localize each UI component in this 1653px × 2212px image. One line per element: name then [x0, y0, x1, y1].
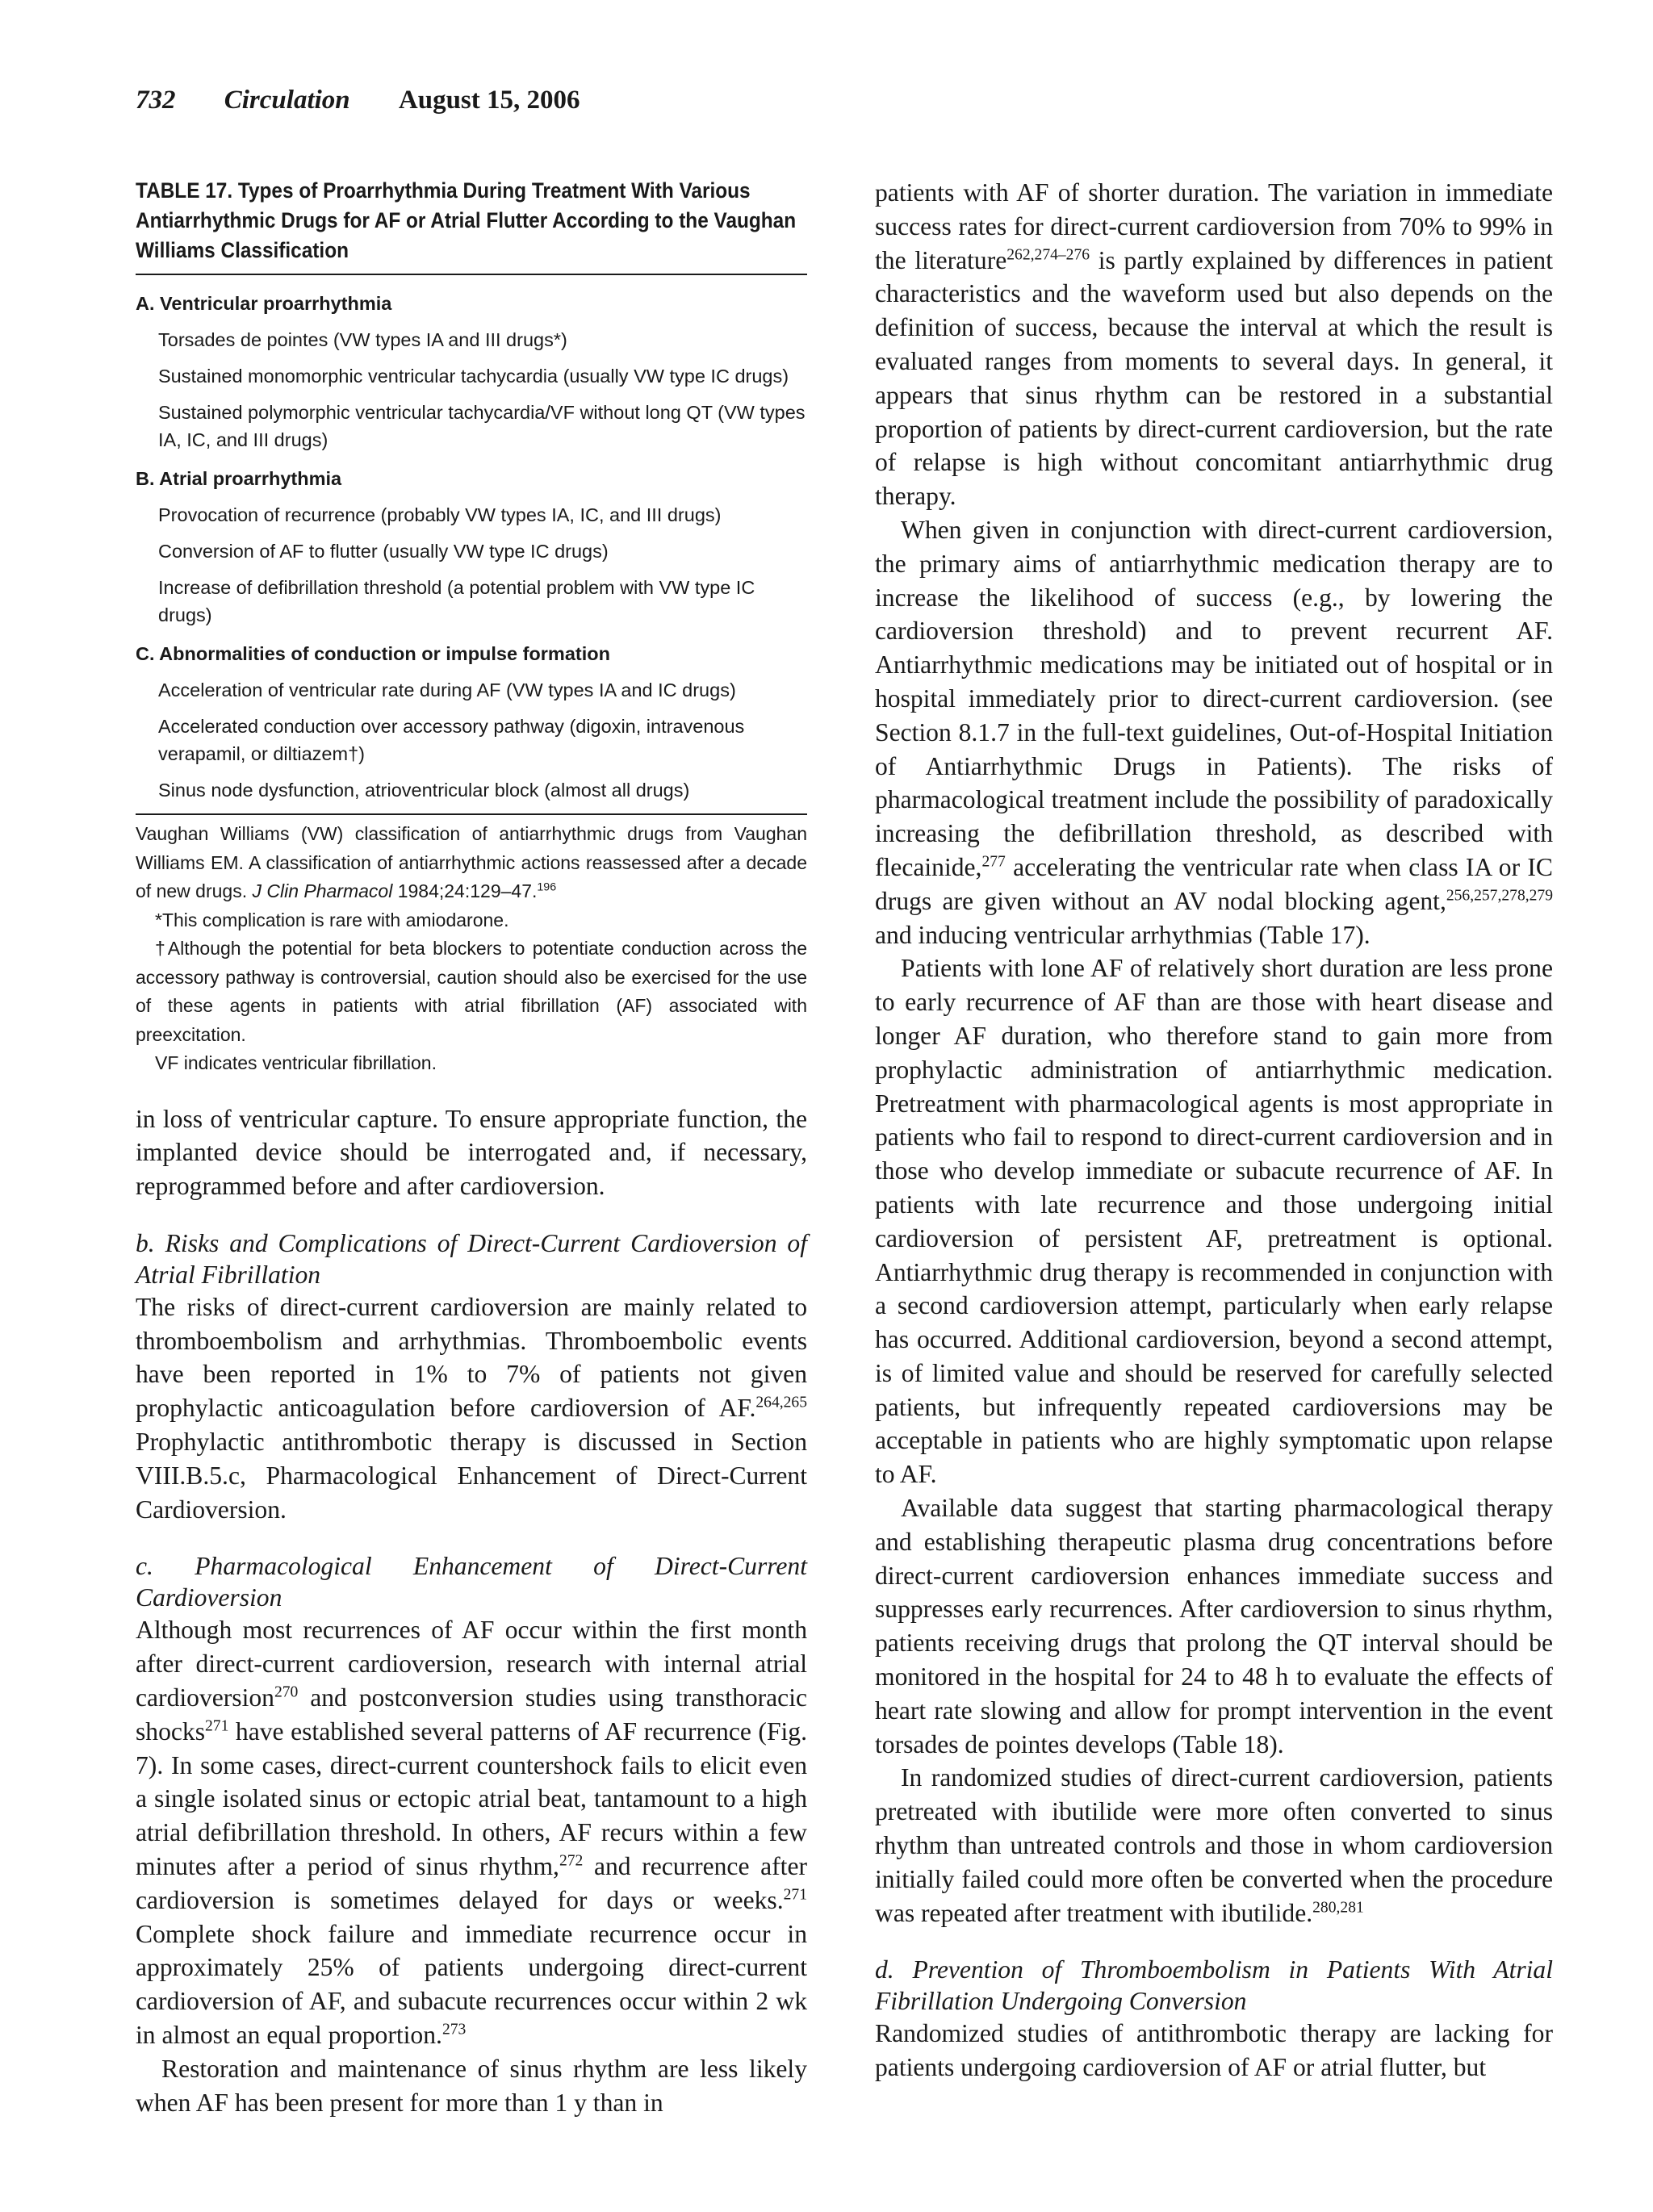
- table-body: [136, 275, 807, 813]
- paragraph: Randomized studies of antithrombotic therapy are lacking for patients undergoing cardioversion of AF or atrial flutter, but: [875, 2019, 1553, 2082]
- table-title: TABLE 17. Types of Proarrhythmia During Treatment With Various Antiarrhythmic Drugs for AF or Atrial Flutter According to the Vaughan Williams Classification: [136, 178, 797, 262]
- table-row: Conversion of AF to flutter (usually VW type IC drugs): [158, 541, 609, 562]
- section-heading-c: c. Pharmacological Enhancement of Direct-Current Cardioversion: [136, 1552, 807, 1612]
- paragraph: In randomized studies of direct-current cardioversion, patients pretreated with ibutilide were more often converted to sinus rhythm than untreated controls and those in whom cardioversion initially failed could more often be converted when the procedure was repeated after treatment with ibutilide.$^{280,281}$: [875, 1763, 1553, 1927]
- table-note: Vaughan Williams (VW) classification of antiarrhythmic drugs from Vaughan Williams EM. A classification of antiarrhythmic actions reassessed after a decade of new drugs. J Clin Pharmacol 1984;24:129–47.$^{196}$: [136, 823, 807, 901]
- issue-date: August 15, 2006: [398, 86, 580, 115]
- paragraph: Patients with lone AF of relatively short duration are less prone to early recurrence of AF than are those with heart disease and longer AF duration, who therefore stand to gain more from prophylactic administration of antiarrhythmic medication. Pretreatment with pharmacological agents is most appropriate in patients who fail to respond to direct-current cardioversion and in those who develop immediate or subacute recurrence of AF. In patients with late recurrence and those undergoing initial cardioversion of persistent AF, pretreatment is optional. Antiarrhythmic drug therapy is recommended in conjunction with a second cardioversion attempt, particularly when early relapse has occurred. Additional cardioversion, beyond a second attempt, is of limited value and should be reserved for carefully selected patients, but infrequently repeated cardioversions may be acceptable in patients who are highly symptomatic upon relapse to AF.: [875, 954, 1553, 1489]
- paragraph: The risks of direct-current cardioversion are mainly related to thromboembolism and arrhythmias. Thromboembolic events have been reported in 1% to 7% of patients not given prophylactic anticoagulation before cardioversion of AF.$^{264,265}$ Prophylactic antithrombotic therapy is discussed in Section VIII.B.5.c, Pharmacological Enhancement of Direct-Current Cardioversion.: [136, 1292, 807, 1524]
- page-number: 732: [136, 86, 176, 115]
- running-head: [136, 86, 622, 115]
- paragraph: patients with AF of shorter duration. The variation in immediate success rates for direct-current cardioversion from 70% to 99% in the literature$^{262,274-276}$ is partly explained by differences in patient characteristics and the waveform used but also depends on the definition of success, because the interval at which the result is evaluated ranges from moments to several days. In general, it appears that sinus rhythm can be restored in a substantial proportion of patients by direct-current cardioversion, but the rate of relapse is high without concomitant antiarrhythmic drug therapy.: [875, 178, 1554, 511]
- paragraph: Restoration and maintenance of sinus rhythm are less likely when AF has been present for more than 1 y than in: [136, 2054, 807, 2117]
- table-row: Provocation of recurrence (probably VW types IA, IC, and III drugs): [158, 504, 722, 525]
- table-row: Acceleration of ventricular rate during AF (VW types IA and IC drugs): [158, 679, 736, 700]
- table-row: Sinus node dysfunction, atrioventricular block (almost all drugs): [158, 780, 690, 801]
- paragraph: Although most recurrences of AF occur within the first month after direct-current cardioversion, research with internal atrial cardioversion$^{270}$ and postconversion studies using transthoracic shocks$^{271}$ have established several patterns of AF recurrence (Fig. 7). In some cases, direct-current countershock fails to elicit even a single isolated sinus or ectopic atrial beat, tantamount to a high atrial defibrillation threshold. In others, AF recurs within a few minutes after a period of sinus rhythm,$^{272}$ and recurrence after cardioversion is sometimes delayed for days or weeks.$^{271}$ Complete shock failure and immediate recurrence occur in approximately 25% of patients undergoing direct-current cardioversion of AF, and subacute recurrences occur within 2 wk in almost an equal proportion.$^{273}$: [136, 1616, 807, 2050]
- table-section-heading: B. Atrial proarrhythmia: [136, 468, 342, 489]
- section-heading-b: b. Risks and Complications of Direct-Current Cardioversion of Atrial Fibrillation: [136, 1228, 807, 1289]
- paragraph: in loss of ventricular capture. To ensure appropriate function, the implanted device should be interrogated and, if necessary, reprogrammed before and after cardioversion.: [136, 1104, 807, 1201]
- table-note: VF indicates ventricular fibrillation.: [155, 1052, 437, 1073]
- table-row: Increase of defibrillation threshold (a potential problem with VW type IC drugs): [158, 577, 755, 625]
- table-row: Torsades de pointes (VW types IA and III drugs*): [158, 329, 567, 350]
- table-section-heading: C. Abnormalities of conduction or impulse formation: [136, 643, 610, 664]
- table-note: *This complication is rare with amiodarone.: [155, 909, 509, 930]
- table-notes: [136, 815, 807, 1078]
- journal-name: Circulation: [224, 86, 350, 115]
- section-heading-d: d. Prevention of Thromboembolism in Patients With Atrial Fibrillation Undergoing Conversion: [875, 1955, 1553, 2016]
- left-column: [136, 176, 807, 2119]
- table-row: Accelerated conduction over accessory pathway (digoxin, intravenous verapamil, or diltiazem†): [158, 716, 745, 764]
- table-row: Sustained polymorphic ventricular tachycardia/VF without long QT (VW types IA, IC, and III drugs): [158, 402, 806, 450]
- right-column: [875, 176, 1553, 2084]
- table-row: Sustained monomorphic ventricular tachycardia (usually VW type IC drugs): [158, 366, 789, 387]
- paragraph: When given in conjunction with direct-current cardioversion, the primary aims of antiarrhythmic medication therapy are to increase the likelihood of success (e.g., by lowering the cardioversion threshold) and to prevent recurrent AF. Antiarrhythmic medications may be initiated out of hospital or in hospital immediately prior to direct-current cardioversion. (see Section 8.1.7 in the full-text guidelines, Out-of-Hospital Initiation of Antiarrhythmic Drugs in Patients). The risks of pharmacological treatment include the possibility of paradoxically increasing the defibrillation threshold, as described with flecainide,$^{277}$ accelerating the ventricular rate when class IA or IC drugs are given without an AV nodal blocking agent,$^{256,257,278,279}$ and inducing ventricular arrhythmias (Table 17).: [875, 515, 1553, 949]
- left-body-text: [136, 1102, 807, 2120]
- paragraph: Available data suggest that starting pharmacological therapy and establishing therapeutic plasma drug concentrations before direct-current cardioversion enhances immediate success and suppresses early recurrences. After cardioversion to sinus rhythm, patients receiving drugs that prolong the QT interval should be monitored in the hospital for 24 to 48 h to evaluate the effects of heart rate slowing and allow for prompt intervention in the event torsades de pointes develops (Table 18).: [875, 1494, 1553, 1758]
- table-17: [136, 176, 807, 1078]
- table-note: †Although the potential for beta blockers to potentiate conduction across the accessory pathway is controversial, caution should also be exercised for the use of these agents in patients with atrial fibrillation (AF) associated with preexcitation.: [136, 938, 807, 1045]
- table-section-heading: A. Ventricular proarrhythmia: [136, 293, 392, 314]
